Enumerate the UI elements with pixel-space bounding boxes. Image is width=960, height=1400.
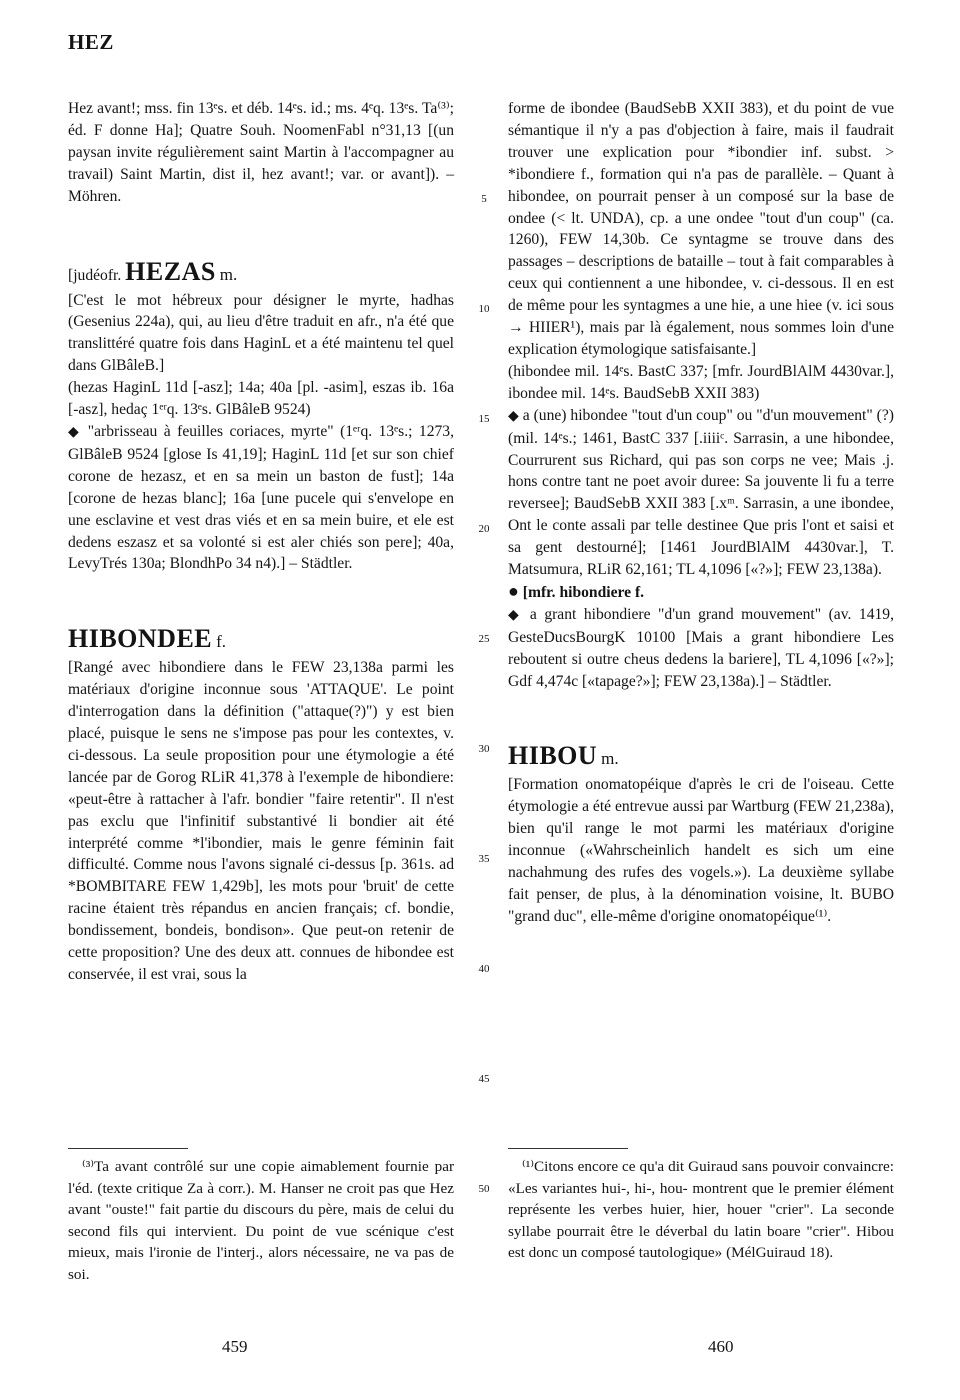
line-number: 40: [478, 963, 490, 975]
hibondiere-head: [mfr. hibondiere f.: [522, 583, 645, 601]
hibondee-pos: f.: [216, 632, 226, 652]
hezas-sense-para: [68, 421, 454, 575]
spacer: [68, 575, 454, 613]
hezas-pos: m.: [219, 264, 238, 284]
hezas-forms: (hezas HaginL 11d [-asz]; 14a; 40a [pl. -asim], eszas ib. 16a [-asz], hedaç 1ᵉʳq. 13ᵉs. GlBâleB 9524): [68, 379, 454, 419]
hibondee-continuation: forme de ibondee (BaudSebB XXII 383), et du point de vue sémantique il n'y a pas d'objection à faire, mais il faudrait trouver une explication pour *ibondier inf. subst. > *ibondiere f., formation qui n'a pas de parallèle. – Quant à hibondee, on pourrait penser à un composé sur la base de ondee (< lt. UNDA), cp. a une ondee "tout d'un coup" (ca. 1260), FEW 14,30b. Ce syntagme se trouve dans des passages – descriptions de bataille – tout à fait comparables à ceux qui contiennent a une hibondee, v. ci-dessous. Il en est de même pour les syntagmes a une hie, a une hiee (v. ici sous → HIIER¹), mais par là également, nous sommes loin d'une explication étymologique satisfaisante.]: [508, 100, 894, 358]
hezas-label: [judéofr.: [68, 266, 122, 284]
line-number: 5: [481, 193, 487, 205]
hibondee-sense-para: [508, 405, 894, 581]
hibou-pos: m.: [601, 749, 619, 769]
left-column: [68, 98, 454, 986]
hibondee-sense: a (une) hibondee "tout d'un coup" ou "d'un mouvement" (?) (mil. 14ᵉs.; 1461, BastC 337 [.iiiiᶜ. Sarrasin, a une hibondee, Courrurent sus Richard, qui pas son corps ne vee; Mais .j. hons contre tant ne poet avoir duree: Sa jouvente li fu a terre reversee]; BaudSebB XXII 383 [.xᵐ. Sarrasin, a une ibondee, Ont le conte assali par telle destinee Que pris l'ont et saisi et sa gent destourné]; [1461 JourdBlAlM 4430var.], T. Matsumura, RLiR 62,161; TL 4,1096 [«?»]; FEW 23,138a).: [508, 406, 894, 579]
footnote-right: [508, 1156, 894, 1264]
page-number-right: 460: [708, 1337, 734, 1356]
footnote-left: [68, 1156, 454, 1286]
hibondee-forms: (hibondee mil. 14ᵉs. BastC 337; [mfr. JourdBlAlM 4430var.], ibondee mil. 14ᵉs. BaudSebB XXII 383): [508, 362, 894, 402]
footnote-left-text: ⁽³⁾Ta avant contrôlé sur une copie aimablement fournie par l'éd. (texte critique Za à corr.). M. Hanser ne croit pas que Hez avant "ouste!" fait partie du discours du père, mais de celui du second fils qui intervient. Du point de vue scénique c'est mieux, mais l'ironie de l'interj., alors nécessaire, ne va pas de soi.: [68, 1158, 454, 1283]
footnote-rule: [68, 1148, 188, 1149]
running-head: HEZ: [68, 30, 114, 54]
hibondiere-sense: a grant hibondiere "d'un grand mouvement" (av. 1419, GesteDucsBourgK 10100 [Mais a grant hibondiere Les reboutent si outre cheus dedens la bariere], TL 4,1096 [«?»]; Gdf 4,474c [«tapage?»]; FEW 23,138a).] – Städtler.: [508, 605, 894, 690]
line-number: 25: [478, 633, 490, 645]
hibou-headword: HIBOU: [508, 741, 598, 771]
hezas-body: [C'est le mot hébreux pour désigner le myrte, hadhas (Gesenius 224a), qui, au lieu d'être traduit en afr., n'a été que translittéré quatre fois dans HaginL et a été maintenu tel quel dans GlBâleB.]: [68, 291, 454, 375]
spacer: [508, 692, 894, 730]
line-number: 15: [478, 413, 490, 425]
line-number: 20: [478, 523, 490, 535]
line-number: 45: [478, 1073, 490, 1085]
right-column: [508, 98, 894, 928]
diamond-bullet-icon: ◆: [508, 408, 519, 424]
line-number: 30: [478, 743, 490, 755]
hez-entry-tail: Hez avant!; mss. fin 13ᵉs. et déb. 14ᵉs. id.; ms. 4ᵉq. 13ᵉs. Ta⁽³⁾; éd. F donne Ha]; Quatre Souh. NoomenFabl n°31,13 [(un paysan invite régulièrement saint Martin à l'accompagner au travail) Saint Martin, dist il, hez avant!; var. or avant]). – Möhren.: [68, 100, 454, 205]
line-number: 50: [478, 1183, 490, 1195]
circle-bullet-icon: ●: [508, 580, 519, 601]
hezas-headword: HEZAS: [125, 256, 216, 286]
hibondee-body: [Rangé avec hibondiere dans le FEW 23,138a parmi les matériaux d'origine inconnue sous 'ATTAQUE'. Le point d'interrogation dans la définition ("attaque(?)") y est bien placé, puisque le sens ne s'impose pas pour les contextes, v. ci-dessous. La seule proposition pour une étymologie a été lancée par de Gorog RLiR 41,378 à l'exemple de hibondiere: «peut-être à rattacher à l'afr. bondier "faire retentir". Il n'est pas exclu que l'infinitif substantivé li bondier ait été interprété comme *l'ibondier, mais le genre féminin fait difficulté. Comme nous l'avons signalé ci-dessus [p. 361s. ad *BOMBITARE FEW 1,429b], les mots pour 'bruit' de cette racine étaient très répandus en ancien français; cf. bondie, bondissement, bondeis, bondison». Que peut-on retenir de cette proposition? Une des deux att. connues de hibondee est conservée, il est vrai, sous la: [68, 659, 454, 983]
hibou-entry-head: [508, 741, 894, 772]
hibou-body: [Formation onomatopéique d'après le cri de l'oiseau. Cette étymologie a été entrevue aussi par Wartburg (FEW 21,238a), bien qu'il range le mot parmi les matériaux d'origine inconnue («Wahrscheinlich handelt es sich um eine nachahmung des rufes des vogels.»). La deuxième syllabe fait penser, de plus, à la dénomination voisine, lt. BUBO "grand duc", elle-même d'origine onomatopéique⁽¹⁾.: [508, 776, 894, 925]
page-number-left: 459: [222, 1337, 248, 1356]
hibondee-headword: HIBONDEE: [68, 624, 213, 654]
footnote-right-text: ⁽¹⁾Citons encore ce qu'a dit Guiraud sans pouvoir convaincre: «Les variantes hui-, hi-, hou- montrent que le premier élément représente les verbes huier, hier, houer "crier". La seconde syllabe pourrait être le déverbal du latin boare "crier". Hibou est donc un composé tautologique» (MélGuiraud 18).: [508, 1158, 894, 1262]
hibondee-entry-head: [68, 624, 454, 655]
diamond-bullet-icon: ◆: [508, 607, 523, 623]
diamond-bullet-icon: ◆: [68, 424, 82, 440]
footnote-rule: [508, 1148, 628, 1149]
line-number: 10: [478, 303, 490, 315]
hibondiere-head-para: [508, 581, 894, 604]
hezas-entry-head: [68, 256, 454, 288]
line-number: 35: [478, 853, 490, 865]
hezas-sense: "arbrisseau à feuilles coriaces, myrte" (1ᵉʳq. 13ᵉs.; 1273, GlBâleB 9524 [glose Is 41,19]; HaginL 11d [et sur son chief corone de hezasz, et en sa mein un baston de fust]; 14a [corone de hezas blanc]; 16a [une pucele qui s'envelope en une esclavine et vest dras viés et en sa mein buire, et ele est dedens eszasz et sa volonté si est aler chiés son pere]; 40a, LevyTrés 130a; BlondhPo 34 n4).] – Städtler.: [68, 422, 454, 573]
spacer: [68, 208, 454, 246]
hibondiere-sense-para: [508, 604, 894, 693]
